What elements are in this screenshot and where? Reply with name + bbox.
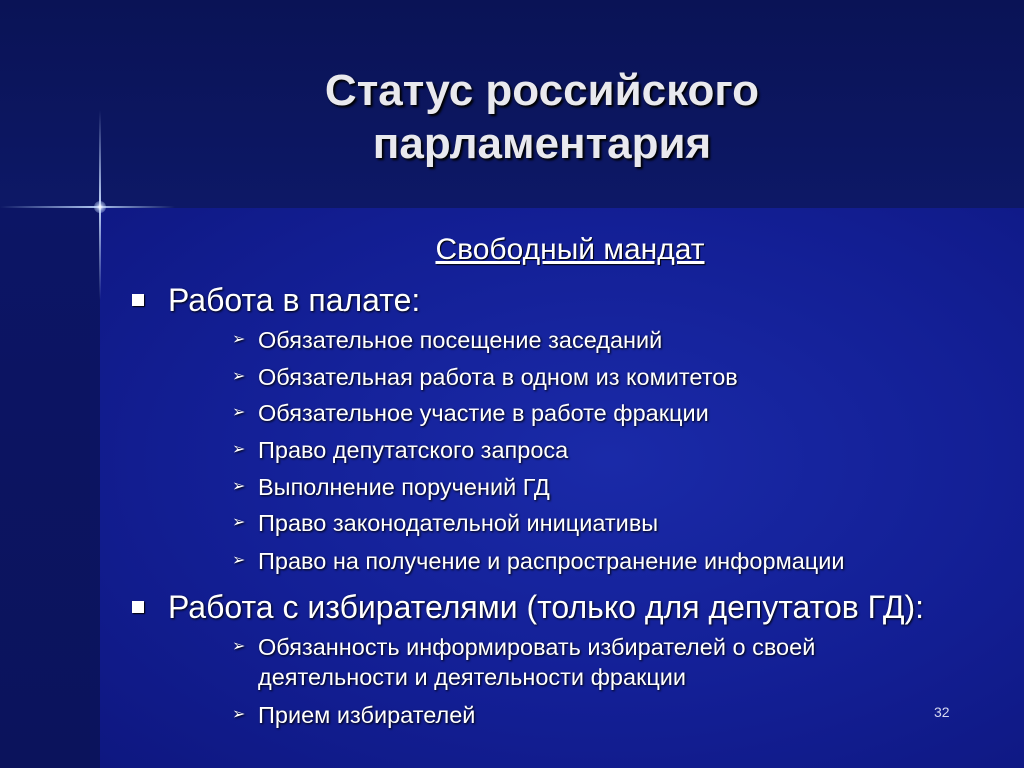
- square-bullet-icon: [132, 601, 144, 613]
- list-item-text: Обязательное участие в работе фракции: [258, 400, 709, 426]
- sparkle-icon: [94, 201, 106, 213]
- arrow-bullet-icon: ➢: [232, 368, 246, 385]
- arrow-bullet-icon: ➢: [232, 706, 246, 723]
- list-item-text: Прием избирателей: [258, 702, 476, 728]
- arrow-bullet-icon: ➢: [232, 404, 246, 421]
- list-item-text: Выполнение поручений ГД: [258, 474, 550, 500]
- list-item-text: Право законодательной инициативы: [258, 510, 659, 536]
- list-item-text: Обязательная работа в одном из комитетов: [258, 364, 738, 390]
- list-item-text: Право депутатского запроса: [258, 437, 569, 463]
- list-item-text: Обязательное посещение заседаний: [258, 327, 663, 353]
- arrow-bullet-icon: ➢: [232, 552, 246, 569]
- arrow-bullet-icon: ➢: [232, 478, 246, 495]
- list-item-text: деятельности и деятельности фракции: [258, 664, 687, 690]
- square-bullet-icon: [132, 294, 144, 306]
- arrow-bullet-icon: ➢: [232, 331, 246, 348]
- list-item-text: Обязанность информировать избирателей о своей: [258, 634, 816, 660]
- list-item-text: Право на получение и распространение информации: [258, 548, 845, 574]
- page-number: 32: [934, 704, 950, 720]
- arrow-bullet-icon: ➢: [232, 514, 246, 531]
- title-line-1: Статус российского: [324, 66, 760, 115]
- section-heading-text: Работа с избирателями (только для депутатов ГД):: [168, 589, 925, 625]
- section-heading-text: Работа в палате:: [168, 282, 421, 318]
- slide-subtitle: Свободный мандат: [435, 233, 705, 266]
- sparkle-horizontal-ray: [0, 206, 175, 208]
- title-line-2: парламентария: [372, 119, 712, 168]
- arrow-bullet-icon: ➢: [232, 638, 246, 655]
- arrow-bullet-icon: ➢: [232, 441, 246, 458]
- left-band-background: [0, 208, 100, 768]
- slide-title: [0, 64, 1024, 170]
